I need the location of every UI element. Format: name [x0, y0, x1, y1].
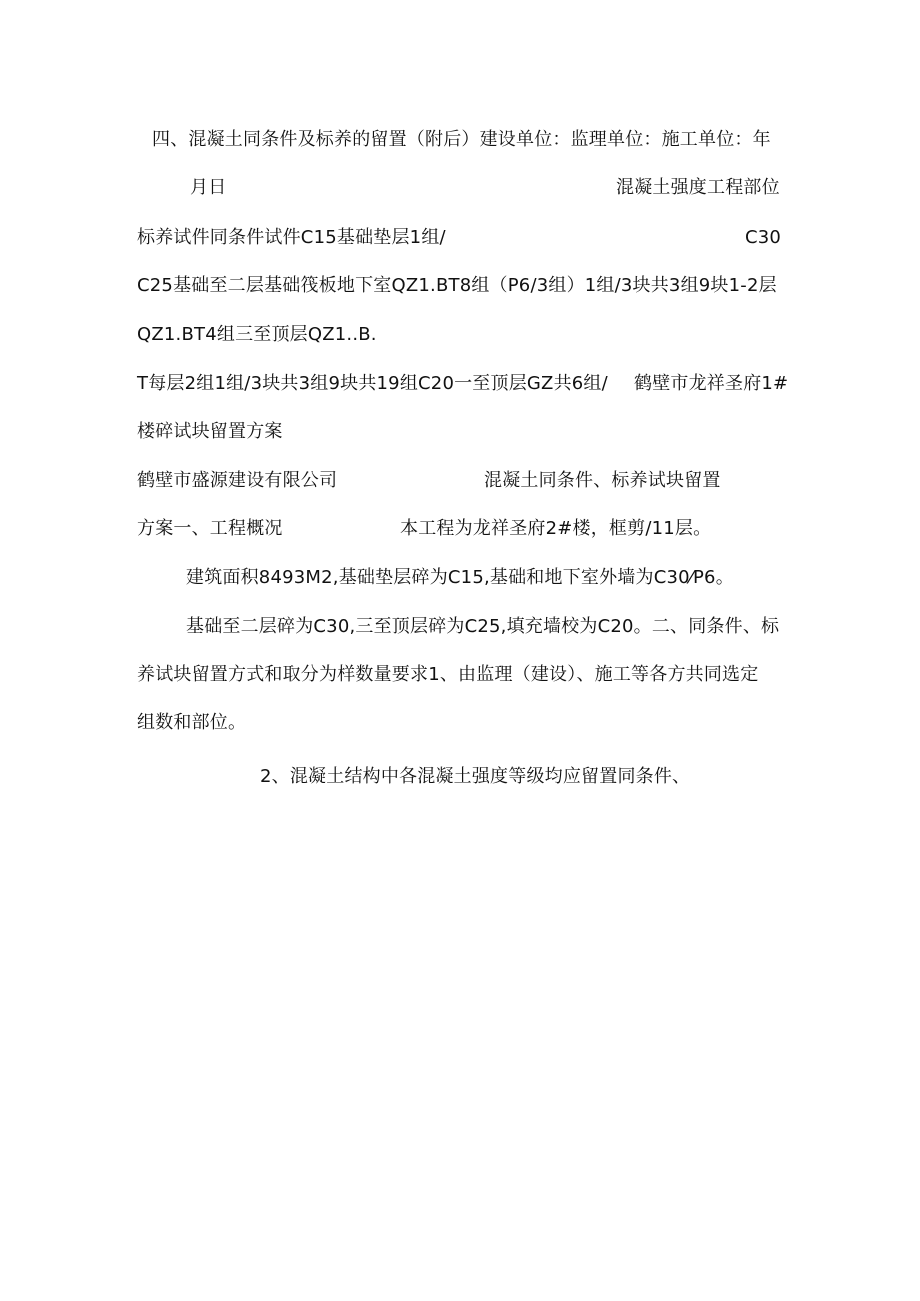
- text-line: 混凝土同条件、标养试块留置: [484, 470, 721, 491]
- text-line: 鹤壁市龙祥圣府1#: [634, 373, 789, 394]
- text-line: 四、混凝土同条件及标养的留置（附后）建设单位：监理单位：施工单位：年: [152, 129, 771, 150]
- text-line: 鹤壁市盛源建设有限公司: [137, 470, 338, 491]
- text-line: 楼碎试块留置方案: [137, 421, 283, 442]
- text-line: 混凝土强度工程部位: [616, 177, 780, 198]
- text-line: 月日: [190, 177, 227, 198]
- text-line: 建筑面积8493M2,基础垫层碎为C15,基础和地下室外墙为C30⁄P6。: [186, 567, 734, 588]
- text-line: 养试块留置方式和取分为样数量要求1、由监理（建设）、施工等各方共同选定: [137, 664, 759, 685]
- text-line: 基础至二层碎为C30,三至顶层碎为C25,填充墙校为C20。二、同条件、标: [186, 616, 780, 637]
- text-line: C30: [745, 227, 782, 248]
- text-line: 组数和部位。: [137, 712, 247, 733]
- text-line: QZ1.BT4组三至顶层QZ1..B.: [137, 324, 377, 345]
- text-line: 2、混凝土结构中各混凝土强度等级均应留置同条件、: [260, 766, 691, 787]
- text-line: 方案一、工程概况: [137, 518, 283, 539]
- text-line: 标养试件同条件试件C15基础垫层1组/: [137, 227, 446, 248]
- text-line: 本工程为龙祥圣府2#楼，框剪/11层。: [400, 518, 712, 539]
- text-line: C25基础至二层基础筏板地下室QZ1.BT8组（P6/3组）1组/3块共3组9块1-2层: [137, 275, 777, 296]
- text-line: T每层2组1组/3块共3组9块共19组C20一至顶层GZ共6组/: [137, 373, 608, 394]
